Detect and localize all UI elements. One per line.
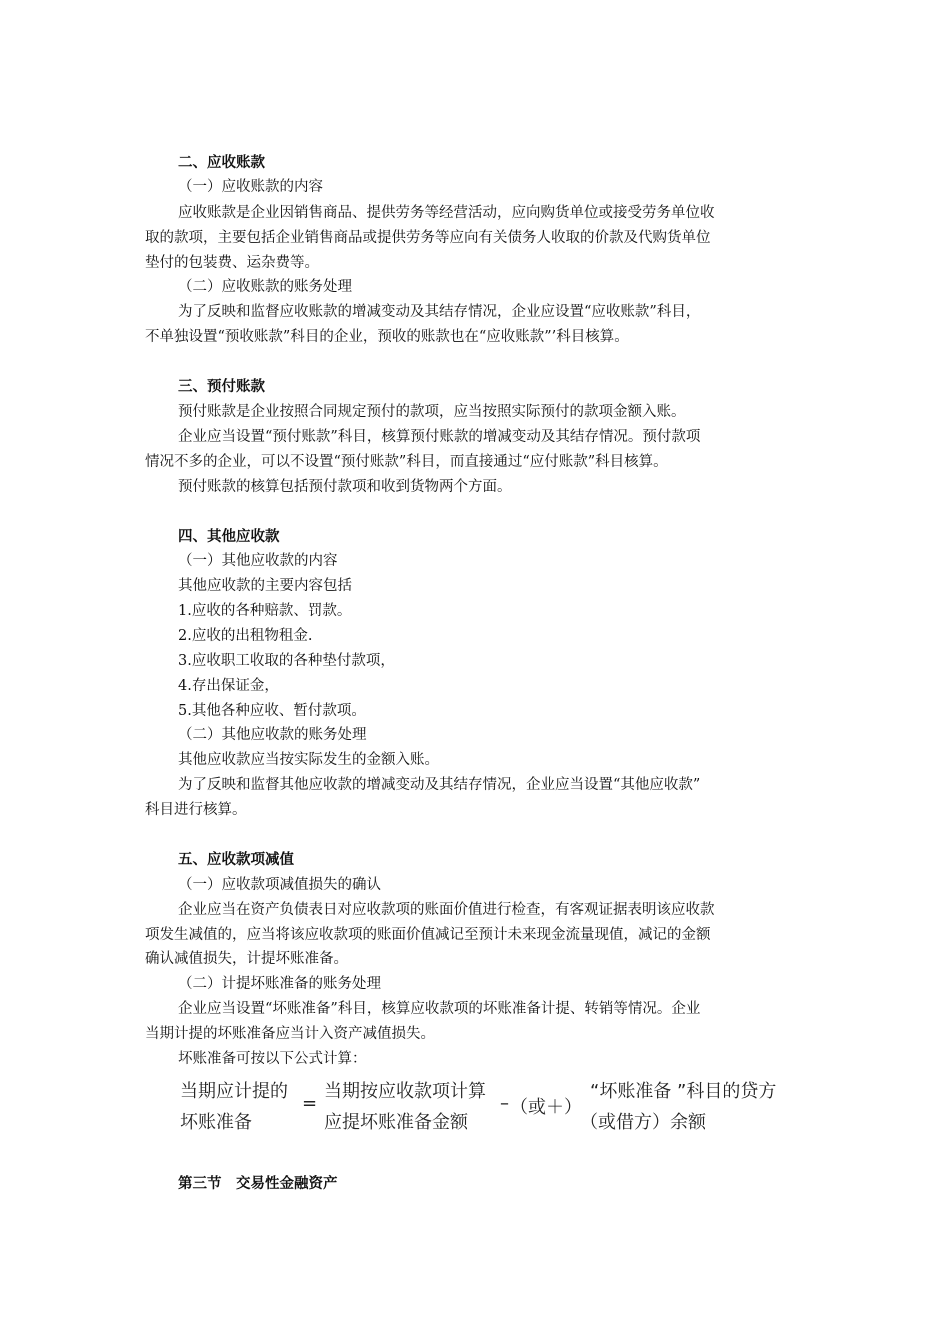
section-heading: 二、应收账款 <box>178 155 265 171</box>
paragraph-line: 科目进行核算。 <box>145 802 247 818</box>
list-item: 5.其他各种应收、暂付款项。 <box>178 703 366 719</box>
list-item: 4.存出保证金， <box>178 678 279 694</box>
formula-equals: = <box>302 1093 318 1114</box>
subheading: （一）应收款项减值损失的确认 <box>178 877 381 893</box>
paragraph-line: 当期计提的坏账准备应当计入资产减值损失。 <box>145 1026 435 1042</box>
paragraph-line: 不单独设置“预收账款”科目的企业，预收的账款也在“应收账款”’科目核算。 <box>145 329 629 345</box>
section-heading: 三、预付账款 <box>178 379 265 395</box>
formula-minus: – <box>500 1093 509 1114</box>
paragraph-line: 企业应当设置“坏账准备”科目，核算应收款项的坏账准备计提、转销等情况。企业 <box>178 1001 701 1017</box>
paragraph-line: 情况不多的企业，可以不设置“预付账款”科目，而直接通过“应付账款”科目核算。 <box>145 454 668 470</box>
formula-lhs-line2: 坏账准备 <box>180 1112 252 1133</box>
subheading: （二）应收账款的账务处理 <box>178 279 352 295</box>
list-item: 2.应收的出租物租金. <box>178 628 313 644</box>
section-heading: 四、其他应收款 <box>178 529 280 545</box>
chapter-heading: 第三节 交易性金融资产 <box>178 1176 338 1192</box>
subheading: （二）计提坏账准备的账务处理 <box>178 976 381 992</box>
formula-term2-line2: （或借方）余额 <box>580 1112 706 1133</box>
formula-or-plus: （或＋） <box>510 1097 582 1118</box>
paragraph-line: 坏账准备可按以下公式计算： <box>178 1051 367 1067</box>
paragraph-line: 垫付的包装费、运杂费等。 <box>145 255 319 271</box>
paragraph-line: 应收账款是企业因销售商品、提供劳务等经营活动，应向购货单位或接受劳务单位收 <box>178 205 715 221</box>
paragraph-line: 项发生减值的，应当将该应收款项的账面价值减记至预计未来现金流量现值，减记的金额 <box>145 927 711 943</box>
subheading: （一）其他应收款的内容 <box>178 553 338 569</box>
bad-debt-formula <box>180 1075 820 1137</box>
formula-term1-line1: 当期按应收款项计算 <box>324 1081 486 1102</box>
paragraph-line: 为了反映和监督其他应收款的增减变动及其结存情况，企业应当设置“其他应收款” <box>178 777 701 793</box>
formula-term2-line1: “坏账准备 ”科目的贷方 <box>590 1081 777 1102</box>
formula-lhs-line1: 当期应计提的 <box>180 1081 288 1102</box>
list-item: 1.应收的各种赔款、罚款。 <box>178 603 352 619</box>
formula-term1-line2: 应提坏账准备金额 <box>324 1112 468 1133</box>
subheading: （一）应收账款的内容 <box>178 179 323 195</box>
paragraph-line: 其他应收款的主要内容包括 <box>178 578 352 594</box>
paragraph-line: 取的款项，主要包括企业销售商品或提供劳务等应向有关债务人收取的价款及代购货单位 <box>145 230 711 246</box>
paragraph-line: 预付账款的核算包括预付款项和收到货物两个方面。 <box>178 479 512 495</box>
subheading: （二）其他应收款的账务处理 <box>178 727 367 743</box>
paragraph-line: 其他应收款应当按实际发生的金额入账。 <box>178 752 439 768</box>
paragraph-line: 预付账款是企业按照合同规定预付的款项，应当按照实际预付的款项金额入账。 <box>178 404 686 420</box>
paragraph-line: 企业应当设置“预付账款”科目，核算预付账款的增减变动及其结存情况。预付款项 <box>178 429 701 445</box>
paragraph-line: 确认减值损失，计提坏账准备。 <box>145 951 348 967</box>
list-item: 3.应收职工收取的各种垫付款项， <box>178 653 395 669</box>
paragraph-line: 为了反映和监督应收账款的增减变动及其结存情况，企业应设置“应收账款”科目， <box>178 304 701 320</box>
paragraph-line: 企业应当在资产负债表日对应收款项的账面价值进行检查，有客观证据表明该应收款 <box>178 902 715 918</box>
section-heading: 五、应收款项减值 <box>178 852 294 868</box>
